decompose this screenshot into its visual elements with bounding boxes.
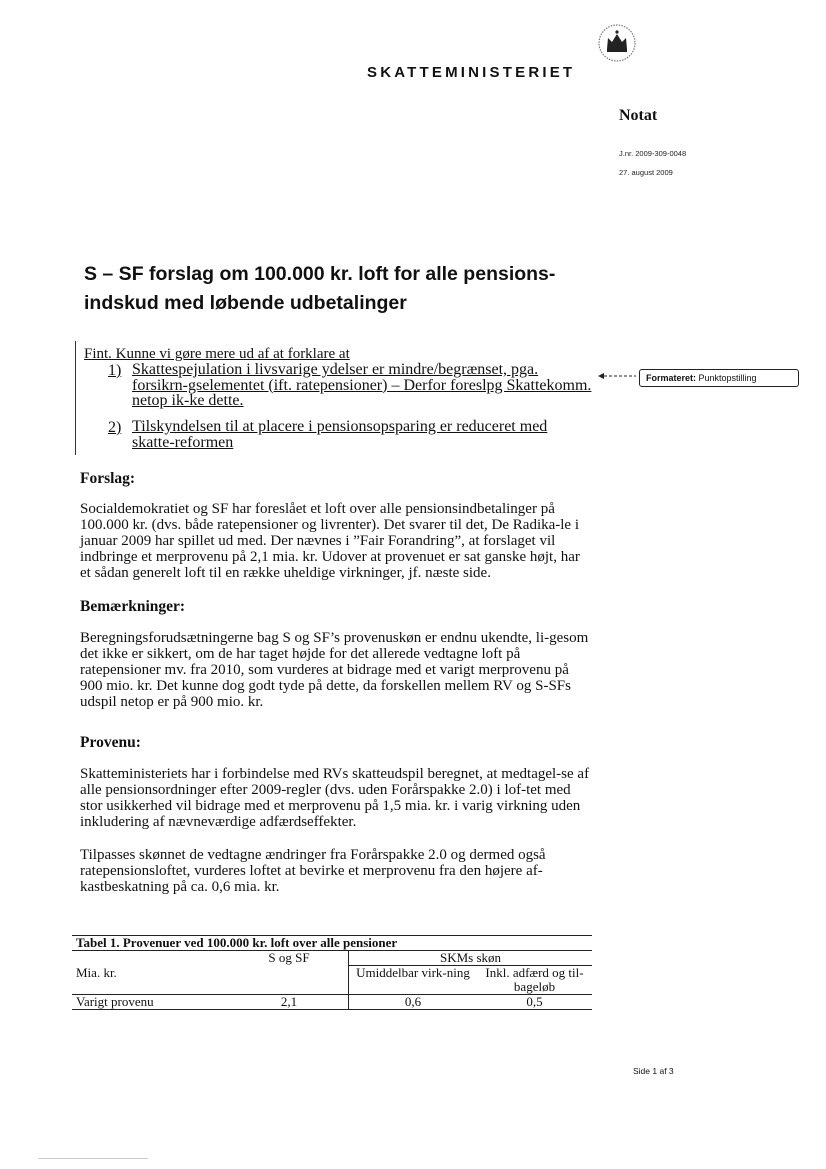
column-subheader: Inkl. adfærd og til-bageløb — [477, 966, 592, 995]
table-cell: 2,1 — [230, 995, 349, 1010]
column-header: S og SF — [230, 951, 349, 966]
item-text: Tilskyndelsen til at placere i pensionsopsparing er reduceret med skatte-reformen — [132, 418, 548, 451]
tracked-insertion-item — [108, 362, 592, 409]
tracked-insertion-item — [108, 419, 592, 450]
section-heading: Forslag: — [80, 470, 136, 487]
body-paragraph: Tilpasses skønnet de vedtagne ændringer fra Forårspakke 2.0 og dermed også ratepensionsloftet, vurderes loftet at bevirke et merprovenu fra den højere af-kastbeskatning på ca. 0,6 mia. kr. — [80, 847, 546, 895]
row-label: Varigt provenu — [72, 995, 230, 1010]
column-header: SKMs skøn — [349, 951, 593, 966]
table-row — [72, 995, 592, 1010]
column-subheader: Umiddelbar virk-ning — [349, 966, 478, 995]
section-heading: Provenu: — [80, 734, 141, 751]
item-text: Skattespejulation i livsvarige ydelser er mindre/begrænset, pga. forsikrn-gselementet (ift. ratepensioner) – Derfor foreslpg Skattekomm. netop ik-ke dette. — [132, 361, 592, 409]
ministry-wordmark: SKATTEMINISTERIET — [367, 64, 576, 81]
body-paragraph: Skatteministeriets har i forbindelse med RVs skatteudspil beregnet, at medtagel-se af alle pensionsordninger efter 2009-regler (dvs. uden Forårspakke 2.0) i lof-tet med stor usikkerhed vil bidrage med et merprovenu på 1,5 mia. kr. i varig virkning uden inkludering af nævneværdige adfærdseffekter. — [80, 766, 590, 830]
tracked-insertion-intro: Fint. Kunne vi gøre mere ud af at forklare at — [84, 346, 350, 362]
royal-crown-logo — [596, 22, 638, 64]
body-paragraph: Socialdemokratiet og SF har foreslået et loft over alle pensionsindbetalinger på 100.000 kr. (dvs. både ratepensioner og livrenter). Det svarer til det, De Radika-le i januar 2009 har spillet ud med. Der nævnes i ”Fair Forandring”, at forslaget vil indbringe et merprovenu på 2,1 mia. kr. Udover at provenuet er sat ganske højt, har et sådan generelt loft til en række uheldige virkninger, jf. næste side. — [80, 501, 580, 581]
revenue-table — [72, 935, 592, 1010]
revision-change-bar — [75, 341, 76, 455]
table-cell: 0,6 — [349, 995, 478, 1010]
title-line: S – SF forslag om 100.000 kr. loft for alle pensions- — [84, 263, 556, 285]
journal-number: J.nr. 2009-309-0048 — [619, 149, 687, 158]
page-number: Side 1 af 3 — [633, 1066, 674, 1076]
document-date: 27. august 2009 — [619, 168, 673, 177]
title-line: indskud med løbende udbetalinger — [84, 292, 407, 314]
scan-artifact — [38, 1158, 148, 1159]
item-number: 1) — [108, 362, 122, 379]
section-heading: Bemærkninger: — [80, 598, 186, 615]
balloon-label: Formateret: — [646, 373, 697, 383]
row-unit-label: Mia. kr. — [72, 966, 230, 995]
item-number: 2) — [108, 419, 122, 436]
comment-connector-arrow — [598, 371, 636, 381]
table-caption: Tabel 1. Provenuer ved 100.000 kr. loft over alle pensioner — [72, 936, 592, 951]
document-type: Notat — [619, 107, 658, 124]
balloon-text: Punktopstilling — [698, 373, 757, 383]
format-comment-balloon[interactable] — [639, 369, 799, 387]
table-cell: 0,5 — [477, 995, 592, 1010]
body-paragraph: Beregningsforudsætningerne bag S og SF’s provenuskøn er endnu ukendte, li-gesom det ikke er sikkert, om de har taget højde for det allerede vedtagne loft på ratepensioner mv. fra 2010, som vurderes at bidrage med et varigt merprovenu på 900 mio. kr. Det kunne dog godt tyde på dette, da forskellen mellem RV og S-SFs udspil netop er på 900 mio. kr. — [80, 630, 589, 710]
document-title — [84, 260, 604, 318]
